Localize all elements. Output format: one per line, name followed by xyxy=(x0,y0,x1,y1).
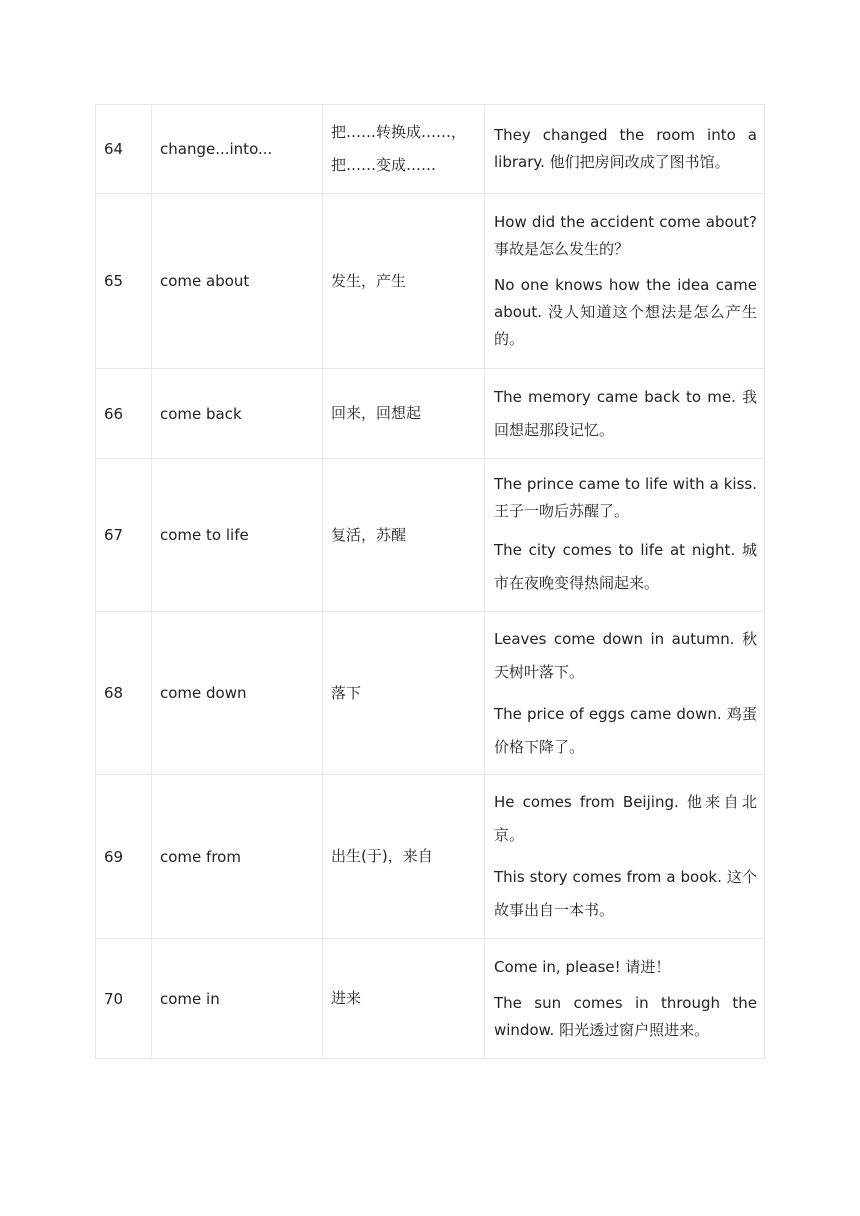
table-row xyxy=(96,775,765,939)
example-sentence: Leaves come down in autumn. 秋天树叶落下。 xyxy=(494,629,757,681)
example-sentence: The price of eggs came down. 鸡蛋价格下降了。 xyxy=(494,704,757,756)
meaning xyxy=(323,612,485,775)
meaning-line: 落下 xyxy=(331,683,362,702)
row-number: 70 xyxy=(96,939,152,1059)
example-sentence: They changed the room into a library. 他们把房间改成了图书馆。 xyxy=(494,126,757,171)
phrase-table xyxy=(95,104,765,1059)
phrase: come back xyxy=(152,369,323,459)
table-row xyxy=(96,194,765,369)
phrase: come to life xyxy=(152,459,323,612)
examples xyxy=(485,194,765,369)
row-number: 64 xyxy=(96,105,152,194)
examples xyxy=(485,369,765,459)
example-sentence: He comes from Beijing. 他来自北京。 xyxy=(494,793,757,844)
meaning xyxy=(323,459,485,612)
table-row xyxy=(96,105,765,194)
meaning xyxy=(323,369,485,459)
phrase-table-page xyxy=(95,104,764,1059)
examples xyxy=(485,612,765,775)
example-sentence: No one knows how the idea came about. 没人知道这个想法是怎么产生的。 xyxy=(494,276,757,348)
examples xyxy=(485,939,765,1059)
meaning-line: 进来 xyxy=(331,989,362,1007)
table-row xyxy=(96,369,765,459)
row-number: 67 xyxy=(96,459,152,612)
meaning xyxy=(323,939,485,1059)
meaning-line: 把……变成…… xyxy=(331,156,437,174)
meaning-line: 出生(于)，来自 xyxy=(331,847,433,865)
row-number: 69 xyxy=(96,775,152,939)
examples xyxy=(485,105,765,194)
example-sentence: The sun comes in through the window. 阳光透过窗户照进来。 xyxy=(494,993,757,1039)
examples xyxy=(485,775,765,939)
phrase: come about xyxy=(152,194,323,369)
meaning xyxy=(323,194,485,369)
table-row xyxy=(96,612,765,775)
phrase: come down xyxy=(152,612,323,775)
phrase: come in xyxy=(152,939,323,1059)
example-sentence: The city comes to life at night. 城市在夜晚变得热闹起来。 xyxy=(494,540,757,592)
phrase: change...into... xyxy=(152,105,323,194)
meaning-line: 把……转换成……， xyxy=(331,123,467,141)
row-number: 65 xyxy=(96,194,152,369)
meaning xyxy=(323,775,485,939)
row-number: 68 xyxy=(96,612,152,775)
example-sentence: The prince came to life with a kiss. 王子一吻后苏醒了。 xyxy=(494,474,757,520)
phrase: come from xyxy=(152,775,323,939)
table-row xyxy=(96,459,765,612)
row-number: 66 xyxy=(96,369,152,459)
meaning-line: 复活，苏醒 xyxy=(331,525,407,544)
meaning-line: 回来，回想起 xyxy=(331,404,422,422)
examples xyxy=(485,459,765,612)
example-sentence: The memory came back to me. 我回想起那段记忆。 xyxy=(494,387,757,439)
meaning-line: 发生，产生 xyxy=(331,271,407,290)
example-sentence: Come in, please! 请进！ xyxy=(494,957,671,976)
example-sentence: This story comes from a book. 这个故事出自一本书。 xyxy=(494,868,757,919)
table-row xyxy=(96,939,765,1059)
example-sentence: How did the accident come about? 事故是怎么发生的？ xyxy=(494,213,757,258)
meaning xyxy=(323,105,485,194)
